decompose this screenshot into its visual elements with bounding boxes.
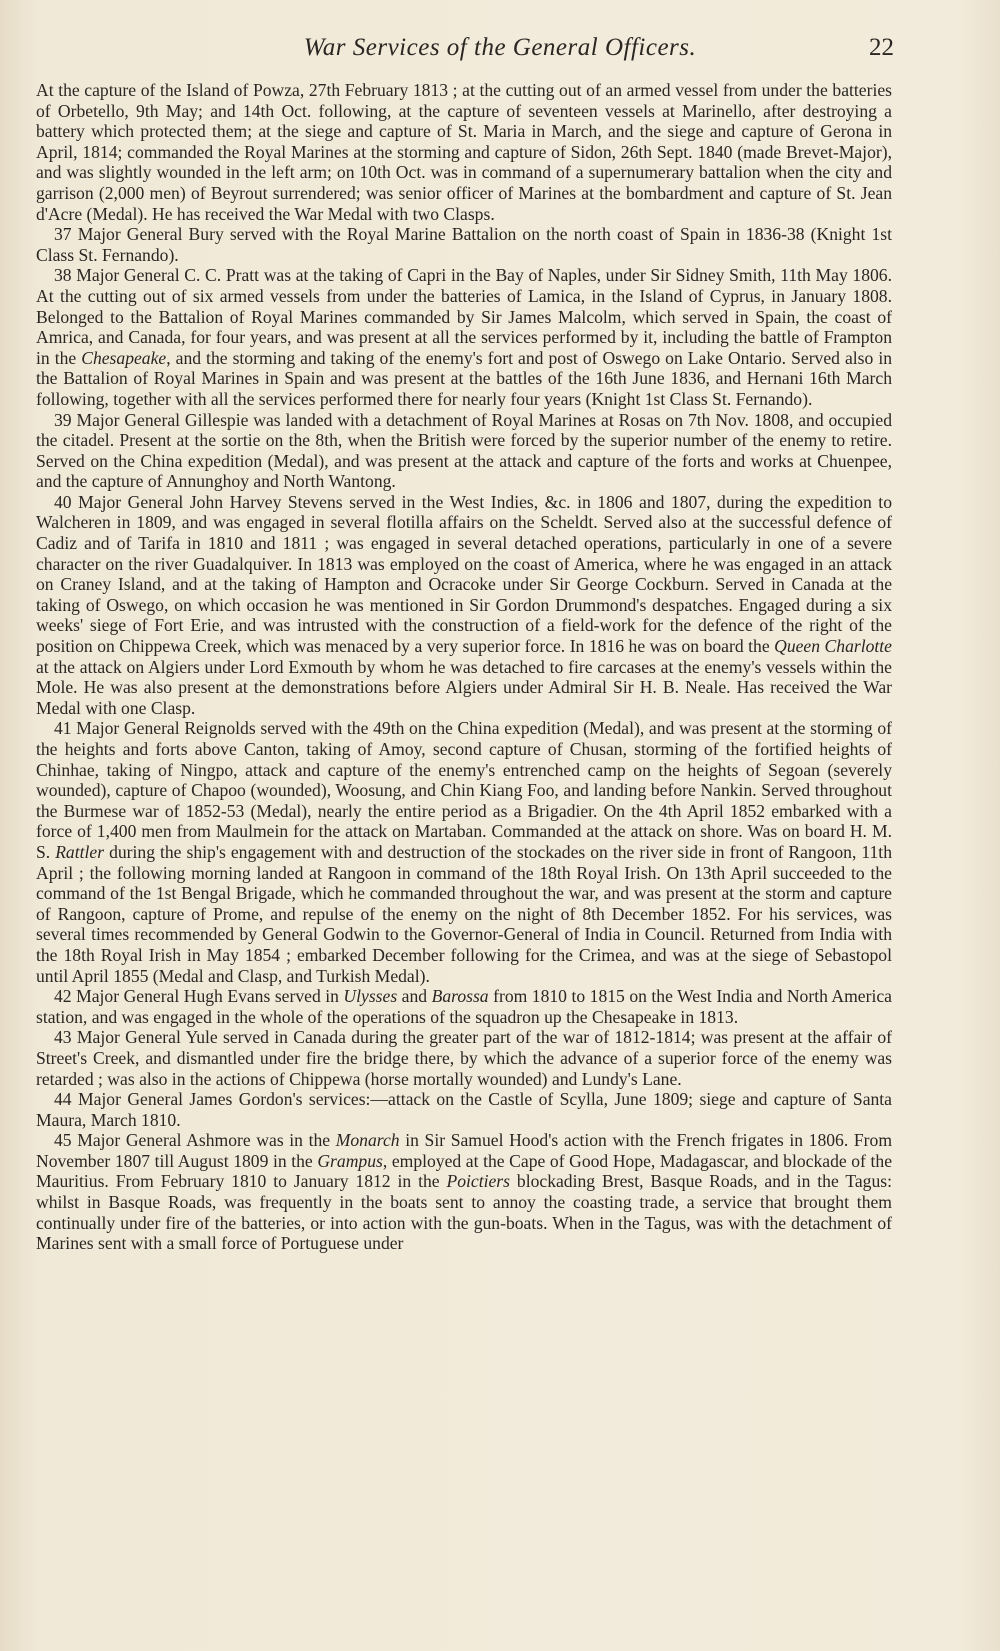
paragraph bbox=[36, 492, 892, 719]
paragraph bbox=[36, 265, 892, 409]
text-run: , and the storming and taking of the enemy's fort and post of Oswego on Lake Ontario. Served also in the Battalion of Royal Marines in Spain and was present at the battles of the 16th June 1836, and Hernani 16th March following, together with all the services performed there for nearly four years (Knight 1st Class St. Fernando). bbox=[36, 347, 893, 409]
italic-text: Chesapeake bbox=[81, 347, 167, 368]
text-run: from 1810 to 1815 on the West India and North America station, and was engaged in the whole of the operations of the squadron up the Chesapeake in 1813. bbox=[36, 986, 892, 1027]
text-run: 39 Major General Gillespie was landed with a detachment of Royal Marines at Rosas on 7th Nov. 1808, and occupied the citadel. Present at the sortie on the 8th, when the British were forced by the superior number of the enemy to retire. Served on the China expedition (Medal), and was present at the attack and capture of the forts and works at Chuenpee, and the capture of Annunghoy and North Wantong. bbox=[36, 409, 892, 492]
page-title: War Services of the General Officers. bbox=[303, 34, 697, 61]
paragraph bbox=[36, 224, 892, 265]
paragraph bbox=[36, 1027, 892, 1089]
page-number: 22 bbox=[869, 34, 894, 61]
italic-text: Grampus bbox=[317, 1150, 383, 1171]
text-run: 44 Major General James Gordon's services:—attack on the Castle of Scylla, June 1809; siege and capture of Santa Maura, March 1810. bbox=[36, 1089, 892, 1130]
italic-text: Poictiers bbox=[446, 1171, 511, 1192]
italic-text: Rattler bbox=[55, 841, 105, 862]
text-run: , employed at the Cape of Good Hope, Madagascar, and blockade of the Mauritius. From February 1810 to January 1812 in the bbox=[36, 1150, 892, 1192]
text-run: blockading Brest, Basque Roads, and in the Tagus: whilst in Basque Roads, was frequently in the boats sent to annoy the coasting trade, a service that brought them continually under fire of the batteries, or into action with the gun-boats. When in the Tagus, was with the detachment of Marines sent with a small force of Portuguese under bbox=[36, 1171, 892, 1254]
text-run: 38 Major General C. C. Pratt was at the taking of Capri in the Bay of Naples, under Sir Sidney Smith, 11th May 1806. At the cutting out of six armed vessels from under the batteries of Lamica, in the Island of Cyprus, in January 1808. Belonged to the Battalion of Royal Marines commanded by Sir James Malcolm, which served in Spain, the coast of Amrica, and Canada, for four years, and was present at all the services performed by it, including the battle of Frampton in the bbox=[36, 265, 892, 368]
paragraph bbox=[36, 1130, 892, 1254]
italic-text: Queen Charlotte bbox=[774, 636, 892, 657]
running-header bbox=[0, 34, 1000, 68]
text-run: 42 Major General Hugh Evans served in bbox=[54, 986, 344, 1007]
text-run: 43 Major General Yule served in Canada during the greater part of the war of 1812-1814; was present at the affair of Street's Creek, and dismantled under fire the bridge there, by which the advance of a superior force of the enemy was retarded ; was also in the actions of Chippewa (horse mortally wounded) and Lundy's Lane. bbox=[36, 1027, 892, 1089]
text-run: at the attack on Algiers under Lord Exmouth by whom he was detached to fire carcases at the enemy's vessels within the Mole. He was also present at the demonstrations before Algiers under Admiral Sir H. B. Neale. Has received the War Medal with one Clasp. bbox=[36, 656, 892, 718]
text-run: 41 Major General Reignolds served with the 49th on the China expedition (Medal), and was present at the storming of the heights and forts above Canton, taking of Amoy, second capture of Chusan, storming of the fortified heights of Chinhae, taking of Ningpo, attack and capture of the enemy's entrenched camp on the heights of Segoan (severely wounded), capture of Chapoo (wounded), Woosung, and Chin Kiang Foo, and landing before Nankin. Served throughout the Burmese war of 1852-53 (Medal), nearly the entire period as a Brigadier. On the 4th April 1852 embarked with a force of 1,400 men from Maulmein for the attack on Martaban. Commanded at the attack on shore. Was on board H. M. S. bbox=[36, 718, 892, 862]
text-run: 37 Major General Bury served with the Royal Marine Battalion on the north coast of Spain in 1836-38 (Knight 1st Class St. Fernando). bbox=[36, 224, 892, 265]
text-run: during the ship's engagement with and destruction of the stockades on the river side in front of Rangoon, 11th April ; the following morning landed at Rangoon in command of the 18th Royal Irish. On 13th April succeeded to the command of the 1st Bengal Brigade, which he commanded throughout the war, and was present at the storm and capture of Rangoon, capture of Prome, and repulse of the enemy on the night of 8th December 1852. For his services, was several times recommended by General Godwin to the Governor-General of India in Council. Returned from India with the 18th Royal Irish in May 1854 ; embarked December following for the Crimea, and was at the siege of Sebastopol until April 1855 (Medal and Clasp, and Turkish Medal). bbox=[36, 841, 892, 986]
text-run: in Sir Samuel Hood's action with the French frigates in 1806. From November 1807 till August 1809 in the bbox=[36, 1130, 892, 1171]
italic-text: Barossa bbox=[431, 986, 489, 1007]
italic-text: Ulysses bbox=[343, 986, 398, 1007]
text-run: and bbox=[397, 986, 432, 1007]
italic-text: Monarch bbox=[335, 1130, 400, 1151]
text-run: At the capture of the Island of Powza, 27th February 1813 ; at the cutting out of an armed vessel from under the batteries of Orbetello, 9th May; and 14th Oct. following, at the capture of seventeen vessels at Marinello, after destroying a battery which protected them; at the siege and capture of St. Maria in March, and the siege and capture of Gerona in April, 1814; commanded the Royal Marines at the storming and capture of Sidon, 26th Sept. 1840 (made Brevet-Major), and was slightly wounded in the left arm; on 10th Oct. was in command of a supernumerary battalion when the city and garrison (2,000 men) of Beyrout surrendered; was senior officer of Marines at the bombardment and capture of St. Jean d'Acre (Medal). He has received the War Medal with two Clasps. bbox=[36, 80, 892, 224]
paragraph bbox=[36, 718, 892, 986]
text-run: 45 Major General Ashmore was in the bbox=[54, 1130, 336, 1151]
paragraph bbox=[36, 986, 892, 1027]
paragraph bbox=[36, 80, 892, 224]
body-text bbox=[36, 80, 892, 1254]
text-run: 40 Major General John Harvey Stevens served in the West Indies, &c. in 1806 and 1807, during the expedition to Walcheren in 1809, and was engaged in several flotilla affairs on the Scheldt. Served also at the successful defence of Cadiz and of Tarifa in 1810 and 1811 ; was engaged in several detached operations, particularly in one of a severe character on the river Guadalquiver. In 1813 was employed on the coast of America, where he was engaged in an attack on Craney Island, and at the taking of Hampton and Ocracoke under Sir George Cockburn. Served in Canada at the taking of Oswego, on which occasion he was mentioned in Sir Gordon Drummond's despatches. Engaged during a six weeks' siege of Fort Erie, and was intrusted with the construction of a field-work for the defence of the right of the position on Chippewa Creek, which was menaced by a very superior force. In 1816 he was on board the bbox=[36, 491, 892, 657]
paragraph bbox=[36, 410, 892, 492]
paragraph bbox=[36, 1089, 892, 1130]
